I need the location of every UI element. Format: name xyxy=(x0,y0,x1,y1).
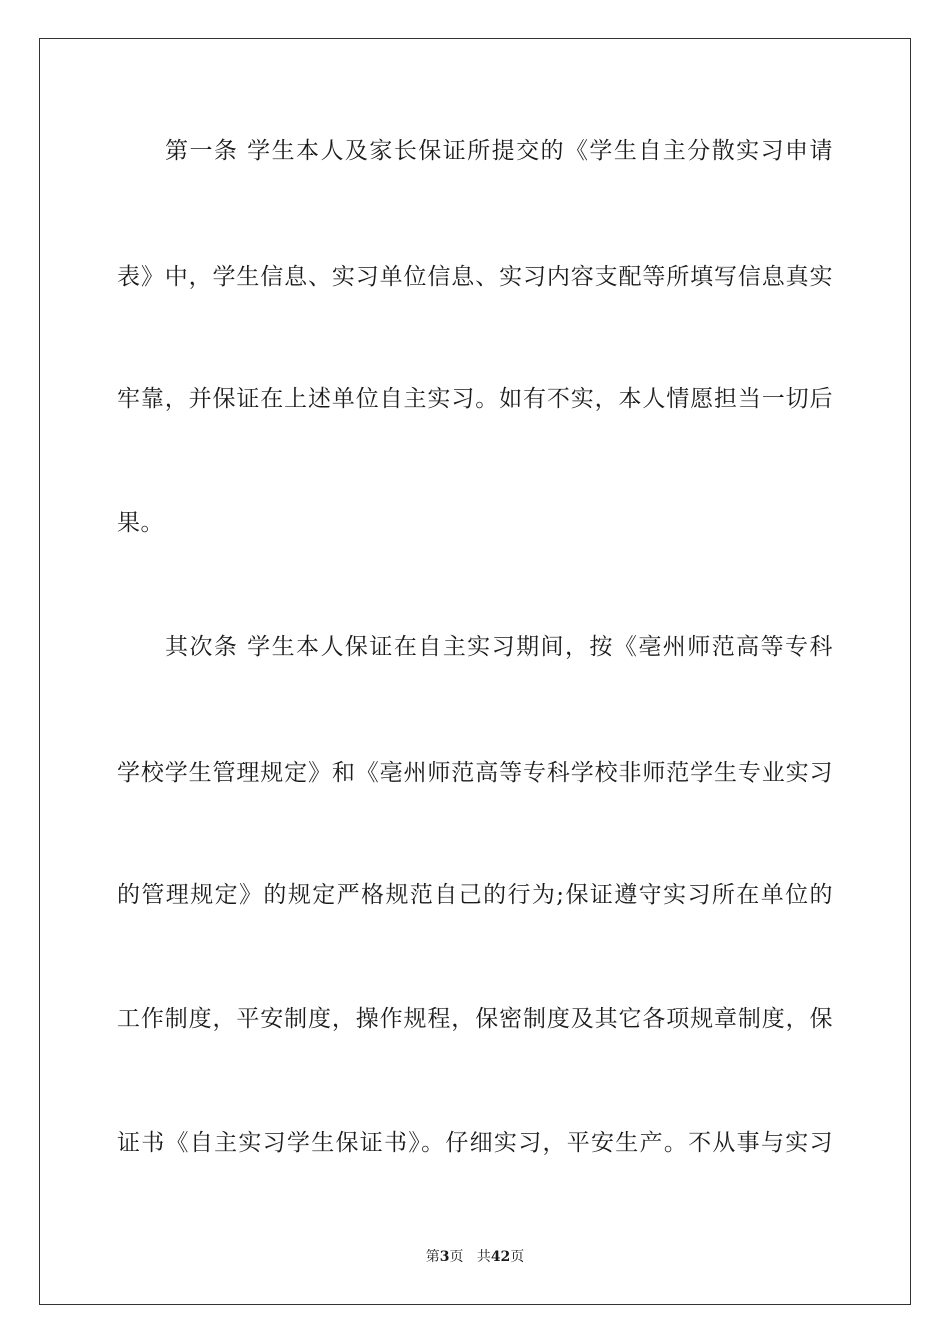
paragraph-2-line-3: 的管理规定》的规定严格规范自己的行为;保证遵守实习所在单位的 xyxy=(117,882,833,908)
total-prefix: 共 xyxy=(476,1249,491,1265)
paragraph-1-line-2: 表》中，学生信息、实习单位信息、实习内容支配等所填写信息真实 xyxy=(117,264,833,290)
paragraph-2-line-4: 工作制度，平安制度，操作规程，保密制度及其它各项规章制度，保 xyxy=(117,1006,833,1032)
page-suffix: 页 xyxy=(449,1249,464,1265)
paragraph-1-line-4: 果。 xyxy=(117,510,164,536)
paragraph-2-line-5: 证书《自主实习学生保证书》。仔细实习，平安生产。不从事与实习 xyxy=(117,1130,833,1156)
total-suffix: 页 xyxy=(510,1249,525,1265)
page-number: 3 xyxy=(439,1249,450,1265)
total-pages: 42 xyxy=(490,1249,511,1265)
paragraph-1-line-3: 牢靠，并保证在上述单位自主实习。如有不实，本人情愿担当一切后 xyxy=(117,386,833,412)
paragraph-2-line-2: 学校学生管理规定》和《亳州师范高等专科学校非师范学生专业实习 xyxy=(117,760,833,786)
page-border xyxy=(39,38,911,1305)
page-footer xyxy=(0,1247,950,1267)
page-prefix: 第 xyxy=(425,1249,440,1265)
paragraph-1-line-1: 第一条 学生本人及家长保证所提交的《学生自主分散实习申请 xyxy=(165,138,833,164)
paragraph-2-line-1: 其次条 学生本人保证在自主实习期间，按《亳州师范高等专科 xyxy=(165,634,833,660)
